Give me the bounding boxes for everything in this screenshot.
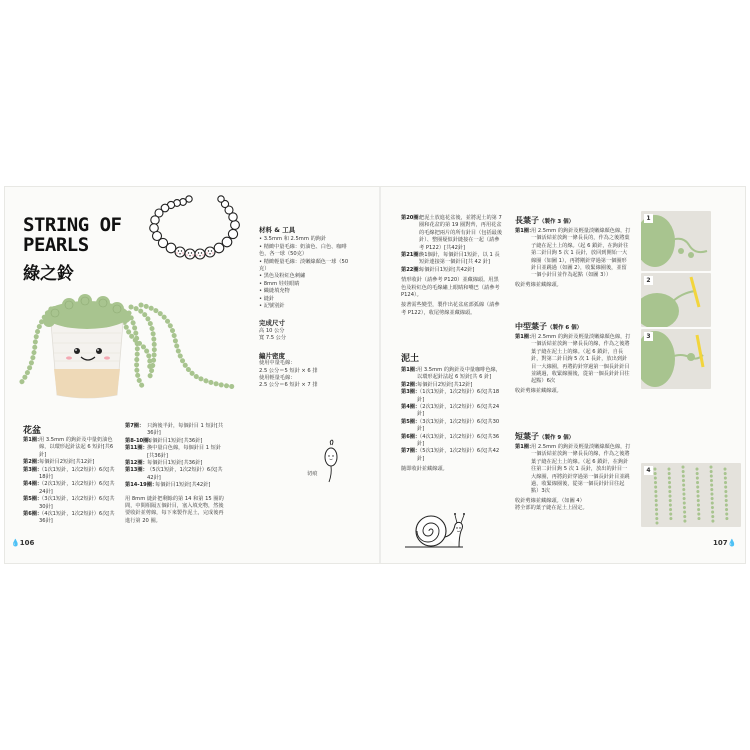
pot-finish-rows [401, 215, 503, 317]
pot-row: 第7圈： 只鉤後半針，每個針目 1 短針[共36針] [125, 423, 224, 437]
step-photo-3 [641, 329, 711, 389]
materials-item: • 記號別針 [259, 303, 355, 310]
short-leaf-note-2: 將全部的葉子縫在泥土上固定。 [515, 505, 588, 512]
pot-finish-note: 情形收針（請參考 P120）並藏線頭。用黑色及粉紅色的毛線繡上眼睛和嘴巴（請參考 P124）。 [401, 277, 500, 299]
page-number-right: 107💧 [713, 539, 737, 547]
pot-row: 第12圈： 每個針目1短針[共36針] [125, 460, 203, 467]
pot-rows-a [23, 437, 119, 526]
size-line: 高 10 公分 [259, 327, 285, 334]
photo-label: 2 [644, 276, 653, 285]
mid-leaf-row: 第1圈： 用 2.5mm 的鉤針及輕量淡嫩綠顏色線，打一個活結並放鉤一條長長的線，作為之後將葉子縫在泥土上的線。（起 6 鎖針，自長針，對第二針目鉤 5 次 1 長針，放出到針目一大線圈，再將釣針穿過第一個長針針目並跳過，收緊線圈後，從第一個長針針目往起點）6次 [515, 334, 631, 385]
soil-note: 隨即收針並藏線頭。 [401, 466, 448, 473]
pot-finish-row: 第20圈： 把泥土放進花盆後，並將泥土的第 7 圈和花盆的第 19 圈對齊，再用花盆的毛線把兩片的所有針目（包括最後針）、整圈疑似針縫接在一起（請參考 P122）[共42針] [401, 215, 503, 251]
photo-label: 4 [644, 466, 653, 475]
drop-icon: 💧 [11, 539, 20, 547]
materials-list [259, 236, 355, 310]
photo-label: 1 [644, 214, 653, 223]
pot-row: 第4圈： （2次1短針，1次2短針）6次[共24針] [23, 481, 115, 495]
gauge-heading: 編片密度 [259, 351, 285, 360]
step-photo-2 [641, 273, 711, 327]
long-leaf-note: 收針剪線並藏線頭。 [515, 281, 562, 288]
long-leaf-heading: 長葉子（製作 3 個） [515, 216, 575, 225]
gauge-line: 使用中量毛線： [259, 360, 296, 367]
soil-row: 第5圈： （3次1短針，1次2短針）6次[共30針] [401, 418, 500, 433]
materials-item: • 黑色及粉紅色刺繡 [259, 273, 355, 280]
pot-row: 第3圈： （1次1短針，1次2短針）6次[共18針] [23, 466, 115, 481]
materials-heading: 材料 & 工具 [259, 226, 296, 234]
pot-row: 第6圈： （4次1短針，1次2短針）6次[共36針] [23, 511, 115, 525]
pot-row: 第13圈： （5次1短針，1次2短針）6次[共42針] [125, 467, 223, 481]
materials-item: • 精緻中量毛線：奶油色、白色、咖啡色，各一球（50克） [259, 244, 355, 259]
book-spread [4, 186, 746, 564]
soil-rows [401, 367, 503, 474]
pot-note: 用 8mm 縫針把剩餘的第 14 和第 15 圈的間，中間相隔五個針目，塞入填充物，然後要收針並剪線，每下來製作泥土，完成後再進行第 20 圈。 [125, 495, 224, 524]
snail-illustration [401, 505, 471, 553]
book-gutter [379, 187, 381, 563]
short-leaf-heading: 短葉子（製作 9 個） [515, 432, 575, 441]
mid-leaf-heading: 中型葉子（製作 6 個） [515, 322, 583, 331]
soil-row: 第6圈： （4次1短針，1次2短針）6次[共36針] [401, 433, 500, 448]
soil-row: 第7圈： （5次1短針，1次2短針）6次[共42針] [401, 448, 500, 462]
soil-row: 第1圈： 用 3.5mm 的鉤針及中量咖啡色線，以環形起針法起 6 短針[共 6 針] [401, 367, 501, 381]
page-number-left: 💧106 [11, 539, 35, 547]
pot-rows-b [125, 423, 225, 525]
mid-leaf-note: 收針剪線並藏線頭。 [515, 387, 562, 394]
size-line: 寬 7.5 公分 [259, 335, 287, 342]
soil-heading: 泥土 [401, 354, 420, 364]
pot-row: 第14-19圈： 每個針目1短針[共42針] [125, 482, 211, 489]
pot-row: 第5圈： （3次1短針，1次2短針）6次[共30針] [23, 496, 115, 510]
pot-finish-row: 第21圈： 換1個針，每個針目1短針，以 1 長短針連接第一個針目[共 42 針] [401, 252, 500, 266]
step-photo-4 [641, 463, 741, 527]
soil-row: 第3圈： （1次1短針，1次2短針）6次[共18針] [401, 389, 500, 403]
title-en [23, 215, 121, 255]
size-heading: 完成尺寸 [259, 319, 285, 328]
photo-4-leaves [641, 463, 741, 527]
soil-row: 第4圈： （2次1短針，1次2短針）6次[共24針] [401, 404, 500, 418]
pearl-string-illustration [139, 191, 251, 283]
pot-row: 第11圈： 換中量白色線，每個針目 1 短針[共36針] [125, 445, 222, 459]
step-photo-1 [641, 211, 711, 271]
leaf-cut-label: 切痕 [307, 471, 318, 477]
leaf-cut-illustration [317, 439, 347, 485]
materials-block [259, 227, 355, 390]
pot-row: 第2圈： 每個針目2短針[共12針] [23, 459, 95, 466]
pot-finish-note-2: 接著需些變型，製作出花盆底部弧線（請參考 P122），收尾剪線並藏線頭。 [401, 302, 500, 316]
title-zh: 綠之鈴 [23, 264, 74, 284]
photo-label: 3 [644, 332, 653, 341]
gauge-line: 2.5 公分＝5 短針 × 6 排 [259, 367, 318, 374]
pot-heading: 花盆 [23, 426, 42, 436]
materials-item: • 3.5mm 和 2.5mm 的鉤針 [259, 236, 355, 243]
title-en-line-1: STRING OF [23, 214, 122, 236]
string-of-pearls-pot-illustration [11, 283, 249, 415]
gauge-line: 使用輕量毛線： [259, 374, 296, 381]
materials-item: • 縫針 [259, 296, 355, 303]
pot-row: 第8-10圈： 每個針目1短針[共36針] [125, 437, 203, 444]
materials-item: • 精緻輕量毛線：淡嫩綠顏色一球（50克） [259, 259, 355, 274]
drop-icon: 💧 [727, 539, 737, 547]
pot-finish-row: 第22圈： 每個針目1短針[共42針] [401, 266, 475, 273]
short-leaf-row: 第1圈： 用 2.5mm 的鉤針及輕量淡嫩綠顏色線，打一個活結並放鉤一條長長的線，作為之後將葉子縫在泥土上的線。（起 6 鎖針，在鉤針往第二針目鉤 5 次 1 長針，放出的針目一大線圈，再將釣針穿過第一個長針針目並跳過，收緊線圈後，從第一個長針針目往起點）3次 [515, 444, 631, 495]
gauge-line: 2.5 公分＝6 短針 × 7 排 [259, 382, 318, 389]
materials-item: • 織縫填充物 [259, 288, 355, 295]
pot-row: 第1圈： 用 3.5mm 的鉤針及中量奶油色線，以環形起針法起 6 短針[共6針] [23, 437, 114, 458]
long-leaf-block [515, 215, 631, 289]
soil-row: 第2圈： 每個針目2短針[共12針] [401, 381, 473, 388]
short-leaf-note: 收針剪線並藏線頭。（如圖 4） [515, 497, 585, 504]
mid-leaf-block [515, 321, 631, 395]
materials-item: • 8mm 娃娃眼睛 [259, 281, 355, 288]
short-leaf-block [515, 431, 631, 513]
title-en-line-2: PEARLS [23, 234, 89, 256]
long-leaf-row: 第1圈： 用 2.5mm 的鉤針及輕量淡嫩綠顏色線，打一個活結並放鉤一條長長的，作為之後將葉子縫在泥土上的線。（起 6 鎖針，在鉤針往第二針目鉤 5 次 1 長針，放回到開始一大線圈（如圖 1），再將剛針穿過第一個圈形針目並跳過（如圖 2），收緊線圈後，並留一個小針目並作為起點（如圖 3）） [515, 228, 631, 279]
